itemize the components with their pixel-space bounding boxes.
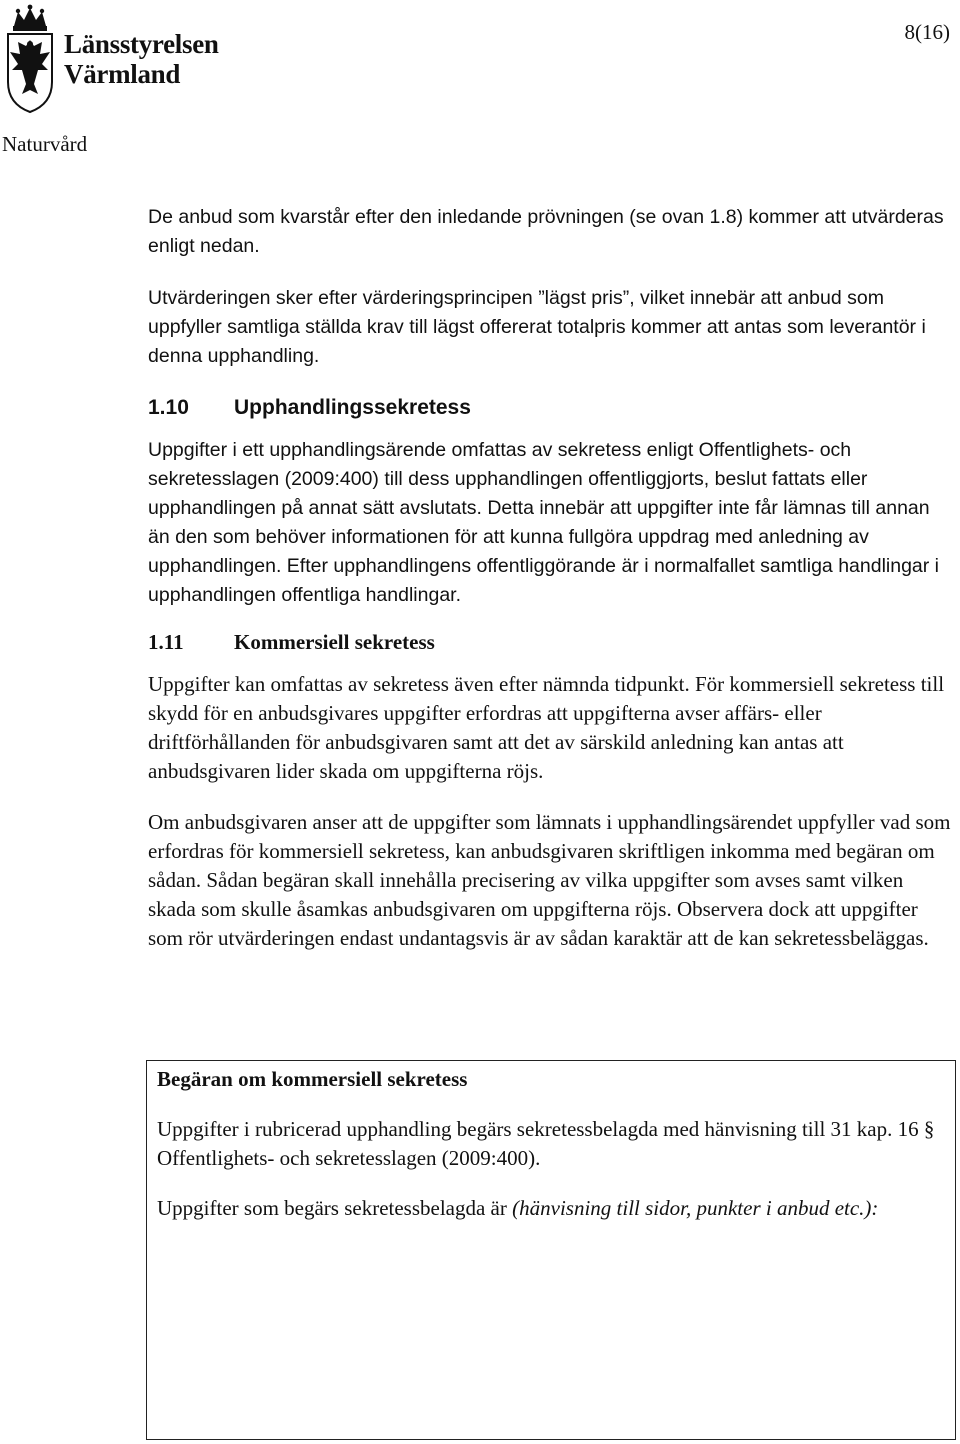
section-1-10-body bbox=[148, 436, 953, 610]
request-form-box bbox=[146, 1060, 956, 1440]
section-heading-1-10 bbox=[148, 396, 471, 420]
form-box-text-2 bbox=[157, 1194, 947, 1223]
paragraph-lowest-price: Utvärderingen sker efter värderingsprincipen ”lägst pris”, vilket innebär att anbud som uppfyller samtliga ställda krav till lägst offererat totalpris kommer att antas som leverantör i denna upphandling. bbox=[148, 287, 926, 367]
section-1-11-body bbox=[148, 670, 953, 953]
logo-text bbox=[64, 29, 219, 89]
section-title: Upphandlingssekretess bbox=[234, 396, 471, 419]
intro-paragraph bbox=[148, 203, 953, 261]
page-number: 8(16) bbox=[904, 20, 950, 44]
form-box-text-1: Uppgifter i rubricerad upphandling begärs sekretessbelagda med hänvisning till 31 kap. 16 § Offentlighets- och sekretesslagen (2009:400). bbox=[157, 1117, 935, 1170]
section-heading-1-11 bbox=[148, 630, 435, 655]
form-box-title: Begäran om kommersiell sekretess bbox=[157, 1067, 468, 1091]
paragraph-kommersiell-2: Om anbudsgivaren anser att de uppgifter som lämnats i upphandlingsärendet uppfyller vad som erfordras för kommersiell sekretess, kan anbudsgivaren skriftligen inkomma med begäran om sådan. Sådan begäran skall innehålla precisering av vilka uppgifter som avses samt vilken skada som skulle åsamkas anbudsgivaren om uppgifterna röjs. Observera dock att uppgifter som rör utvärderingen endast undantagsvis är av sådan karaktär att de kan sekretessbeläggas. bbox=[148, 810, 951, 950]
section-number: 1.11 bbox=[148, 630, 184, 654]
department-label: Naturvård bbox=[2, 132, 88, 156]
logo-line-1: Länsstyrelsen bbox=[64, 29, 219, 59]
paragraph-kommersiell-1: Uppgifter kan omfattas av sekretess även efter nämnda tidpunkt. För kommersiell sekretess till skydd för en anbudsgivares uppgifter erfordras att uppgifterna avser affärs- eller driftförhållanden för anbudsgivaren samt att det av särskild anledning kan antas att anbudsgivaren lider skada om uppgifterna röjs. bbox=[148, 672, 945, 783]
form-box-text-2-italic: (hänvisning till sidor, punkter i anbud etc.): bbox=[512, 1196, 879, 1220]
pricing-paragraph bbox=[148, 284, 953, 371]
section-title: Kommersiell sekretess bbox=[234, 630, 435, 654]
logo-line-2: Värmland bbox=[64, 59, 181, 89]
paragraph-evaluation-intro: De anbud som kvarstår efter den inledande prövningen (se ovan 1.8) kommer att utvärderas enligt nedan. bbox=[148, 206, 944, 257]
crowned-eagle-emblem-icon bbox=[4, 4, 56, 114]
form-box-text-2-plain: Uppgifter som begärs sekretessbelagda är bbox=[157, 1196, 513, 1220]
section-number: 1.10 bbox=[148, 396, 189, 419]
logo bbox=[4, 4, 219, 114]
paragraph-upphandlingssekretess: Uppgifter i ett upphandlingsärende omfattas av sekretess enligt Offentlighets- och sekretesslagen (2009:400) till dess upphandlingen offentliggjorts, beslut fattats eller upphandlingen på annat sätt avslutats. Detta innebär att uppgifter inte får lämnas till annan än den som behöver informationen för att kunna fullgöra uppdrag med anledning av upphandlingen. Efter upphandlingens offentliggörande är i normalfallet samtliga handlingar i upphandlingen offentliga handlingar. bbox=[148, 439, 940, 606]
